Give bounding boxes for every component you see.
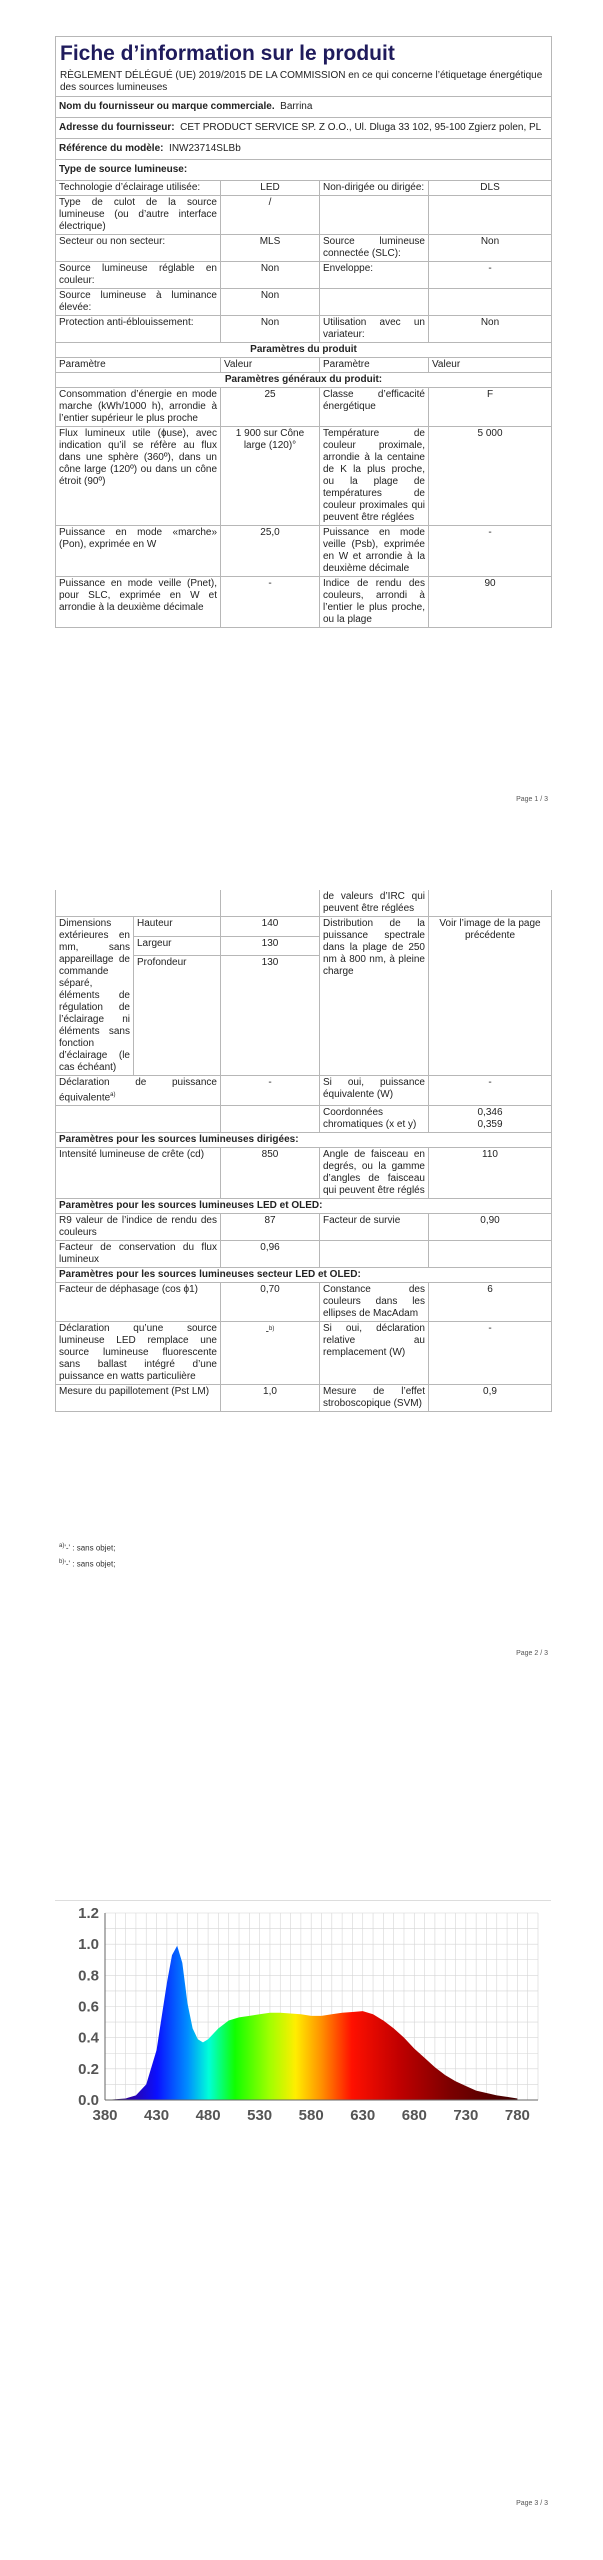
page-number: Page 2 / 3	[516, 1650, 548, 1657]
dpf-label: Facteur de déphasage (cos ϕ1)	[56, 1283, 221, 1322]
general-row-label-2: Indice de rendu des couleurs, arrondi à l’entier le plus proche, ou la plage	[320, 577, 429, 628]
col-header-param: Paramètre	[56, 358, 221, 373]
type-row-label-2: Non-dirigée ou dirigée:	[320, 181, 429, 196]
type-row-value-2: -	[429, 262, 552, 289]
dimensions-label: Dimensions extérieures en mm, sans appareillage de commande séparé, éléments de régulation de l’éclairage ni éléments sans fonction d’éclairage (le cas échéant)	[56, 917, 134, 1076]
type-row-value-2	[429, 289, 552, 316]
x-tick-label: 780	[504, 2107, 530, 2124]
type-row-value: Non	[221, 289, 320, 316]
type-row-value: /	[221, 196, 320, 235]
x-tick-label: 380	[92, 2107, 118, 2124]
replacement-footnote-mark: b)	[269, 1326, 275, 1333]
equiv-label: Déclaration de puissance équivalente	[59, 1077, 217, 1104]
general-row-value: 25	[221, 388, 320, 427]
equiv-power-label: Si oui, puissance équivalente (W)	[320, 1076, 429, 1106]
macadam-label: Constance des couleurs dans les ellipses de MacAdam	[320, 1283, 429, 1322]
general-row	[56, 388, 552, 427]
model-label: Référence du modèle:	[59, 143, 164, 154]
type-row-value-2: Non	[429, 316, 552, 343]
general-row	[56, 526, 552, 577]
dim-label-width: Largeur	[134, 936, 221, 956]
y-tick-label: 0.8	[78, 1967, 99, 1985]
model-value: INW23714SLBb	[169, 143, 241, 154]
general-row-value-2: 5 000	[429, 427, 552, 526]
equiv-value: -	[221, 1076, 320, 1106]
footnote-a: $^{a)}$'-' : sans objet;	[59, 1543, 116, 1553]
peak-intensity-value: 850	[221, 1148, 320, 1199]
general-row-label-2: Classe d’efficacité énergétique	[320, 388, 429, 427]
replacement-power-label: Si oui, déclaration relative au remplacement (W)	[320, 1322, 429, 1385]
x-tick-label: 630	[350, 2107, 376, 2124]
type-row-label: Secteur ou non secteur:	[56, 235, 221, 262]
type-row-value-2	[429, 196, 552, 235]
type-row	[56, 235, 552, 262]
general-row-value: 25,0	[221, 526, 320, 577]
y-tick-label: 1.2	[78, 1905, 99, 1922]
flicker-label: Mesure du papillotement (Pst LM)	[56, 1385, 221, 1412]
stroboscopic-value: 0,9	[429, 1385, 552, 1412]
type-row-label: Source lumineuse réglable en couleur:	[56, 262, 221, 289]
col-header-value-2: Valeur	[429, 358, 552, 373]
type-row	[56, 262, 552, 289]
spectral-distribution-chart	[60, 1905, 550, 2130]
dim-label-depth: Profondeur	[134, 956, 221, 1076]
product-sheet-table-page-1	[55, 36, 552, 628]
r9-value: 87	[221, 1214, 320, 1241]
type-row-label: Source lumineuse à luminance élevée:	[56, 289, 221, 316]
document-title: Fiche d’information sur le produit	[60, 42, 395, 65]
general-row	[56, 577, 552, 628]
page-number: Page 3 / 3	[516, 2500, 548, 2507]
x-tick-label: 430	[144, 2107, 170, 2124]
x-axis-ticks	[92, 2107, 529, 2124]
survival-value: 0,90	[429, 1214, 552, 1241]
regulation-text: RÈGLEMENT DÉLÉGUÉ (UE) 2019/2015 DE LA COMMISSION en ce qui concerne l’étiquetage énergétique des sources lumineuses	[60, 70, 543, 93]
type-row-label: Technologie d’éclairage utilisée:	[56, 181, 221, 196]
stroboscopic-label: Mesure de l’effet stroboscopique (SVM)	[320, 1385, 429, 1412]
type-row-label-2: Enveloppe:	[320, 262, 429, 289]
macadam-value: 6	[429, 1283, 552, 1322]
chart-top-rule	[55, 1900, 551, 1901]
type-row-label: Protection anti-éblouissement:	[56, 316, 221, 343]
directed-heading: Paramètres pour les sources lumineuses dirigées:	[56, 1133, 552, 1148]
dpf-value: 0,70	[221, 1283, 320, 1322]
general-row-label: Flux lumineux utile (ɸuse), avec indication qu’il se réfère au flux dans une sphère (360º), dans un cône large (120º) ou dans un cône étroit (90º)	[56, 427, 221, 526]
chroma-x: 0,346	[477, 1107, 503, 1119]
dim-value-height: 140	[221, 917, 320, 937]
type-row-label: Type de culot de la source lumineuse (ou d’autre interface électrique)	[56, 196, 221, 235]
replacement-label: Déclaration qu’une source lumineuse LED remplace une source lumineuse fluorescente sans ballast intégré d’une puissance en watts particulière	[56, 1322, 221, 1385]
type-row-label-2	[320, 289, 429, 316]
chroma-label: Coordonnées chromatiques (x et y)	[320, 1106, 429, 1133]
general-row	[56, 427, 552, 526]
type-row-label-2: Utilisation avec un variateur:	[320, 316, 429, 343]
general-row-label: Puissance en mode «marche» (Pon), exprimée en W	[56, 526, 221, 577]
mains-heading: Paramètres pour les sources lumineuses secteur LED et OLED:	[56, 1268, 552, 1283]
x-tick-label: 730	[453, 2107, 479, 2124]
supplier-label: Nom du fournisseur ou marque commerciale.	[59, 101, 275, 112]
general-row-value: 1 900 sur Cône large (120)°	[221, 427, 320, 526]
page-2	[0, 850, 603, 1700]
type-row	[56, 289, 552, 316]
product-sheet-table-page-2	[55, 890, 552, 1412]
general-row-value-2: F	[429, 388, 552, 427]
y-tick-label: 0.0	[78, 2092, 99, 2109]
y-tick-label: 0.6	[78, 1998, 99, 2016]
type-row	[56, 196, 552, 235]
r9-label: R9 valeur de l’indice de rendu des couleurs	[56, 1214, 221, 1241]
general-row-label: Puissance en mode veille (Pnet), pour SLC, exprimée en W et arrondie à la deuxième décimale	[56, 577, 221, 628]
general-row-value-2: -	[429, 526, 552, 577]
type-row-value-2: Non	[429, 235, 552, 262]
beam-angle-label: Angle de faisceau en degrés, ou la gamme d’angles de faisceau qui peuvent être réglés	[320, 1148, 429, 1199]
x-tick-label: 480	[195, 2107, 221, 2124]
y-axis-ticks	[78, 1905, 100, 2109]
footnote-b: $^{b)}$'-' : sans objet;	[59, 1559, 116, 1569]
led-heading: Paramètres pour les sources lumineuses LED et OLED:	[56, 1199, 552, 1214]
type-heading: Type de source lumineuse:	[56, 160, 552, 181]
general-row-label: Consommation d’énergie en mode marche (kWh/1000 h), arrondie à l’entier supérieur le plus proche	[56, 388, 221, 427]
flicker-value: 1,0	[221, 1385, 320, 1412]
dim-value-depth: 130	[221, 956, 320, 1076]
type-row-value: Non	[221, 262, 320, 289]
general-row-value: -	[221, 577, 320, 628]
address-label: Adresse du fournisseur:	[59, 122, 175, 133]
chroma-y: 0,359	[477, 1119, 503, 1131]
general-row-label-2: Puissance en mode veille (Psb), exprimée en W et arrondie à la deuxième décimale	[320, 526, 429, 577]
general-row-value-2: 90	[429, 577, 552, 628]
maintenance-label: Facteur de conservation du flux lumineux	[56, 1241, 221, 1268]
col-header-value: Valeur	[221, 358, 320, 373]
x-tick-label: 580	[298, 2107, 324, 2124]
equiv-footnote-mark: a)	[110, 1092, 116, 1098]
survival-label: Facteur de survie	[320, 1214, 429, 1241]
replacement-value: -	[265, 1326, 269, 1338]
maintenance-value: 0,96	[221, 1241, 320, 1268]
type-row-value: MLS	[221, 235, 320, 262]
params-heading: Paramètres du produit	[56, 343, 552, 358]
general-params-heading: Paramètres généraux du produit:	[56, 373, 552, 388]
supplier-value: Barrina	[280, 101, 313, 112]
spectral-value: Voir l’image de la page précédente	[429, 917, 552, 1076]
general-row-label-2: Température de couleur proximale, arrondie à la centaine de K la plus proche, ou la plage de températures de couleur proximales qui peuvent être réglées	[320, 427, 429, 526]
x-tick-label: 530	[247, 2107, 273, 2124]
spectral-label: Distribution de la puissance spectrale dans la plage de 250 nm à 800 nm, à pleine charge	[320, 917, 429, 1076]
type-row-label-2	[320, 196, 429, 235]
type-row-value-2: DLS	[429, 181, 552, 196]
equiv-power-value: -	[429, 1076, 552, 1106]
col-header-param-2: Paramètre	[320, 358, 429, 373]
beam-angle-value: 110	[429, 1148, 552, 1199]
cri-continued: de valeurs d’IRC qui peuvent être réglées	[320, 890, 429, 917]
page-number: Page 1 / 3	[516, 796, 548, 803]
type-row	[56, 316, 552, 343]
page-1	[0, 0, 603, 850]
type-row-value: LED	[221, 181, 320, 196]
replacement-power-value: -	[429, 1322, 552, 1385]
dim-value-width: 130	[221, 936, 320, 956]
y-tick-label: 0.2	[78, 2060, 99, 2078]
type-row-value: Non	[221, 316, 320, 343]
type-row	[56, 181, 552, 196]
x-tick-label: 680	[401, 2107, 427, 2124]
address-value: CET PRODUCT SERVICE SP. Z O.O., Ul. Dluga 33 102, 95-100 Zgierz polen, PL	[180, 122, 542, 133]
type-row-label-2: Source lumineuse connectée (SLC):	[320, 235, 429, 262]
page-3	[0, 1700, 603, 2560]
y-tick-label: 1.0	[78, 1936, 99, 1954]
peak-intensity-label: Intensité lumineuse de crête (cd)	[56, 1148, 221, 1199]
dim-label-height: Hauteur	[134, 917, 221, 937]
y-tick-label: 0.4	[78, 2029, 99, 2047]
